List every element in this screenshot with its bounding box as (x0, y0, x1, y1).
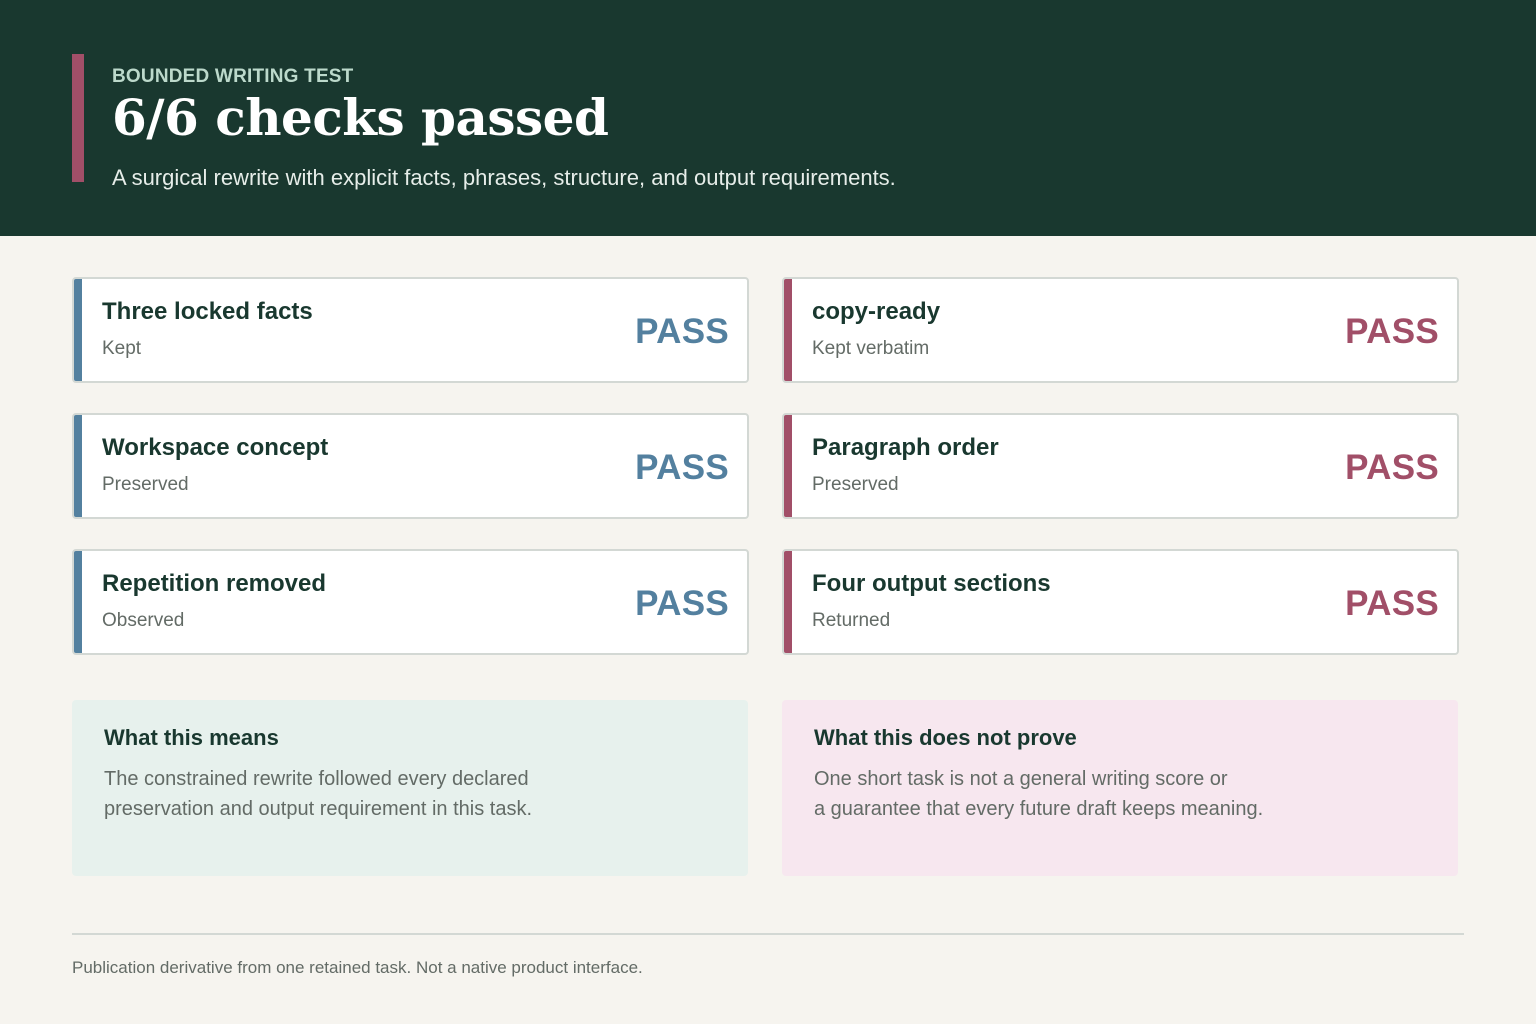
check-label: Paragraph order (812, 434, 999, 461)
check-detail: Observed (102, 610, 185, 631)
check-detail: Kept verbatim (812, 338, 930, 359)
check-label: copy-ready (812, 298, 941, 325)
header-banner (0, 0, 1536, 236)
check-card-four-output-sections (782, 549, 1459, 655)
check-detail: Preserved (102, 474, 189, 495)
check-status-badge: PASS (635, 448, 729, 487)
what-this-means-panel (72, 700, 748, 876)
note-line: preservation and output requirement in this task. (104, 798, 533, 820)
check-detail: Kept (102, 338, 142, 359)
check-card-paragraph-order (782, 413, 1459, 519)
footer-divider (72, 933, 1464, 935)
page-subtitle: A surgical rewrite with explicit facts, phrases, structure, and output requirements. (112, 165, 896, 190)
check-accent-bar (784, 551, 792, 653)
check-card-three-locked-facts (72, 277, 749, 383)
check-detail: Preserved (812, 474, 899, 495)
note-line: One short task is not a general writing score or (814, 768, 1228, 790)
check-label: Four output sections (812, 570, 1051, 597)
note-line: The constrained rewrite followed every declared (104, 768, 529, 790)
check-accent-bar (784, 279, 792, 381)
note-title: What this does not prove (814, 725, 1077, 750)
check-status-badge: PASS (635, 584, 729, 623)
eyebrow-label: BOUNDED WRITING TEST (112, 66, 354, 87)
check-detail: Returned (812, 610, 891, 631)
check-status-badge: PASS (1345, 448, 1439, 487)
check-accent-bar (74, 279, 82, 381)
check-card-copy-ready (782, 277, 1459, 383)
check-label: Three locked facts (102, 298, 313, 325)
check-accent-bar (74, 415, 82, 517)
footer-text: Publication derivative from one retained task. Not a native product interface. (72, 958, 643, 977)
page-title: 6/6 checks passed (112, 88, 609, 147)
check-status-badge: PASS (1345, 584, 1439, 623)
what-this-does-not-prove-panel (782, 700, 1458, 876)
note-body (814, 764, 1374, 824)
check-accent-bar (74, 551, 82, 653)
note-line: a guarantee that every future draft keeps meaning. (814, 798, 1264, 820)
check-status-badge: PASS (635, 312, 729, 351)
check-card-repetition-removed (72, 549, 749, 655)
check-card-workspace-concept (72, 413, 749, 519)
check-label: Workspace concept (102, 434, 329, 461)
header-accent-bar (72, 54, 84, 182)
check-accent-bar (784, 415, 792, 517)
check-label: Repetition removed (102, 570, 327, 597)
check-status-badge: PASS (1345, 312, 1439, 351)
note-body (104, 764, 664, 824)
note-title: What this means (104, 725, 279, 750)
